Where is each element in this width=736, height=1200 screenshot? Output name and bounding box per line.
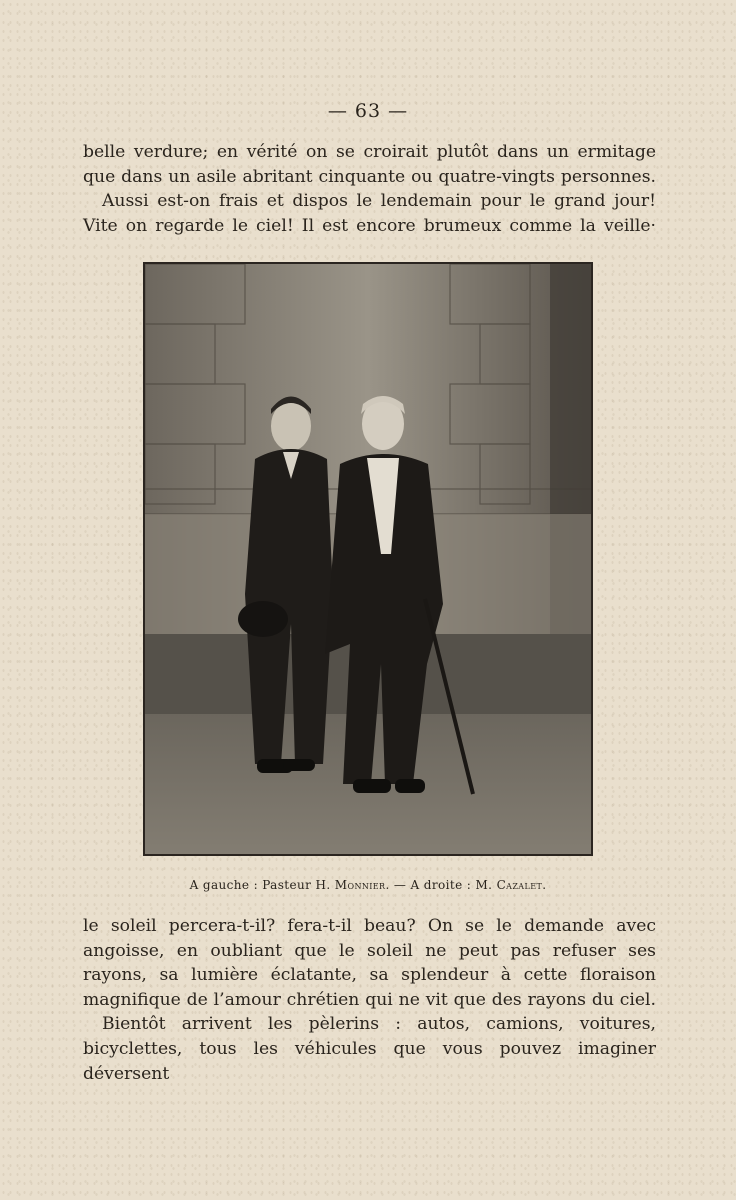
text-block-top (83, 140, 656, 238)
text-block-bottom (83, 914, 656, 1086)
page-number: — 63 — (327, 100, 409, 122)
paragraph-4: Bientôt arrivent les pèlerins : autos, camions, voitures, bicyclettes, tous les véhicules que vous pouvez imaginer déversent (83, 1014, 656, 1084)
caption-left-name: Monnier (334, 878, 386, 892)
photo-frame (143, 262, 593, 856)
caption-right-name: Cazalet (496, 878, 543, 892)
paragraph-2: Aussi est-on frais et dispos le lendemain pour le grand jour! Vite on regarde le ciel! Il est encore brumeux comme la veille· (83, 191, 656, 236)
caption-left-prefix: A gauche : Pasteur H. (189, 878, 335, 892)
photograph-two-men (145, 264, 591, 854)
paragraph-1: belle verdure; en vérité on se croirait plutôt dans un ermitage que dans un asile abritant cinquante ou quatre-vingts personnes. (83, 142, 656, 187)
caption-end: . (542, 878, 547, 892)
photo-caption (0, 878, 736, 892)
caption-middle: . — A droite : M. (385, 878, 497, 892)
paragraph-3: le soleil percera-t-il? fera-t-il beau? On se le demande avec angoisse, en oubliant que le soleil ne peut pas refuser ses rayons, sa lumière éclatante, sa splendeur à cette floraison magnifique de l’amour chrétien qui ne vit que des rayons du ciel. (83, 916, 656, 1010)
